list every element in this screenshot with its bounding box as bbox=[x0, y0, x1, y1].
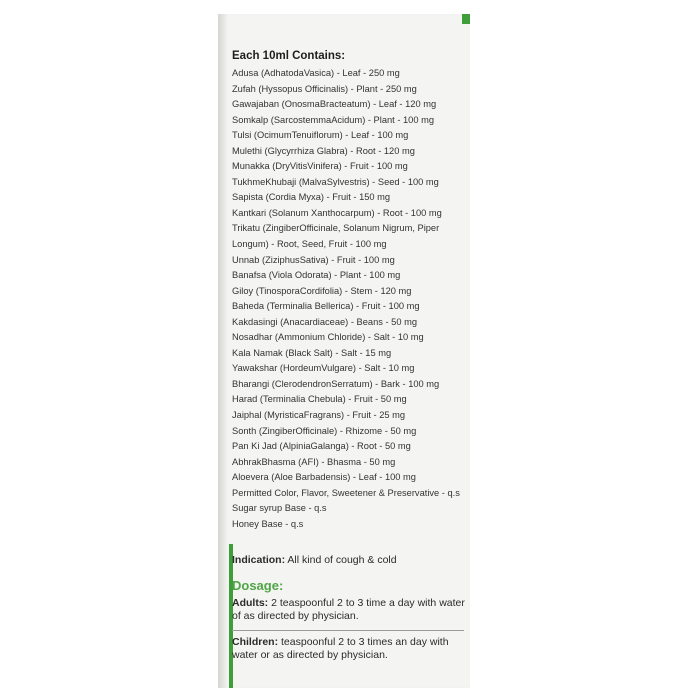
ingredient-item: Baheda (Terminalia Bellerica) - Fruit - 100 mg bbox=[232, 301, 420, 312]
ingredient-item: Sonth (ZingiberOfficinale) - Rhizome - 50 mg bbox=[232, 425, 417, 436]
ingredient-item: Mulethi (Glycyrrhiza Glabra) - Root - 120 mg bbox=[232, 145, 415, 156]
contains-heading: Each 10ml Contains: bbox=[232, 50, 346, 62]
ingredient-item: Kakdasingi (Anacardiaceae) - Beans - 50 mg bbox=[232, 316, 418, 327]
ingredient-item: Permitted Color, Flavor, Sweetener & Preservative - q.s bbox=[232, 487, 460, 498]
ingredient-item: Aloevera (Aloe Barbadensis) - Leaf - 100 mg bbox=[232, 472, 416, 483]
ingredient-item: Jaiphal (MyristicaFragrans) - Fruit - 25 mg bbox=[232, 410, 406, 421]
ingredient-item: AbhrakBhasma (AFI) - Bhasma - 50 mg bbox=[232, 456, 396, 467]
ingredient-list bbox=[232, 66, 468, 532]
children-dosage bbox=[232, 636, 466, 662]
ingredient-item: Harad (Terminalia Chebula) - Fruit - 50 mg bbox=[232, 394, 407, 405]
composition-section bbox=[232, 50, 468, 532]
ingredient-item: Pan Ki Jad (AlpiniaGalanga) - Root - 50 mg bbox=[232, 441, 411, 452]
ingredient-item: TukhmeKhubaji (MalvaSylvestris) - Seed - 100 mg bbox=[232, 176, 439, 187]
indication-label: Indication: bbox=[232, 554, 286, 566]
dosage-heading: Dosage: bbox=[232, 578, 284, 593]
ingredient-item: Gawajaban (OnosmaBracteatum) - Leaf - 120 mg bbox=[232, 99, 437, 110]
green-stripe-top bbox=[462, 14, 470, 24]
ingredient-item: Yawakshar (HordeumVulgare) - Salt - 10 mg bbox=[232, 363, 415, 374]
indication-text: All kind of cough & cold bbox=[285, 554, 397, 566]
ingredient-item: Kantkari (Solanum Xanthocarpum) - Root - 100 mg bbox=[232, 207, 442, 218]
panel-edge-shadow bbox=[218, 14, 228, 688]
ingredient-item: Giloy (TinosporaCordifolia) - Stem - 120 mg bbox=[232, 285, 412, 296]
ingredient-item: Munakka (DryVitisVinifera) - Fruit - 100 mg bbox=[232, 161, 408, 172]
dosage-divider bbox=[232, 630, 464, 631]
ingredient-item: Somkalp (SarcostemmaAcidum) - Plant - 100 mg bbox=[232, 114, 435, 125]
ingredient-item: Sapista (Cordia Myxa) - Fruit - 150 mg bbox=[232, 192, 391, 203]
adults-text: 2 teaspoonful 2 to 3 time a day with water of as directed by physician. bbox=[232, 597, 465, 622]
indication-line bbox=[232, 554, 397, 566]
ingredient-item: Nosadhar (Ammonium Chloride) - Salt - 10 mg bbox=[232, 332, 424, 343]
ingredient-item: Trikatu (ZingiberOfficinale, Solanum Nigrum, Piper Longum) - Root, Seed, Fruit - 100 mg bbox=[232, 223, 440, 250]
children-label: Children: bbox=[232, 636, 279, 648]
ingredient-item: Sugar syrup Base - q.s bbox=[232, 503, 327, 514]
ingredient-item: Banafsa (Viola Odorata) - Plant - 100 mg bbox=[232, 270, 401, 281]
ingredient-item: Unnab (ZiziphusSativa) - Fruit - 100 mg bbox=[232, 254, 395, 265]
ingredient-item: Zufah (Hyssopus Officinalis) - Plant - 250 mg bbox=[232, 83, 417, 94]
ingredient-item: Kala Namak (Black Salt) - Salt - 15 mg bbox=[232, 347, 392, 358]
ingredient-item: Tulsi (OcimumTenuiflorum) - Leaf - 100 mg bbox=[232, 130, 409, 141]
children-text: teaspoonful 2 to 3 times an day with water or as directed by physician. bbox=[232, 636, 449, 661]
adults-label: Adults: bbox=[232, 597, 269, 609]
adults-dosage bbox=[232, 597, 466, 623]
ingredient-item: Honey Base - q.s bbox=[232, 518, 304, 529]
ingredient-item: Bharangi (ClerodendronSerratum) - Bark - 100 mg bbox=[232, 378, 440, 389]
ingredient-item: Adusa (AdhatodaVasica) - Leaf - 250 mg bbox=[232, 68, 400, 78]
